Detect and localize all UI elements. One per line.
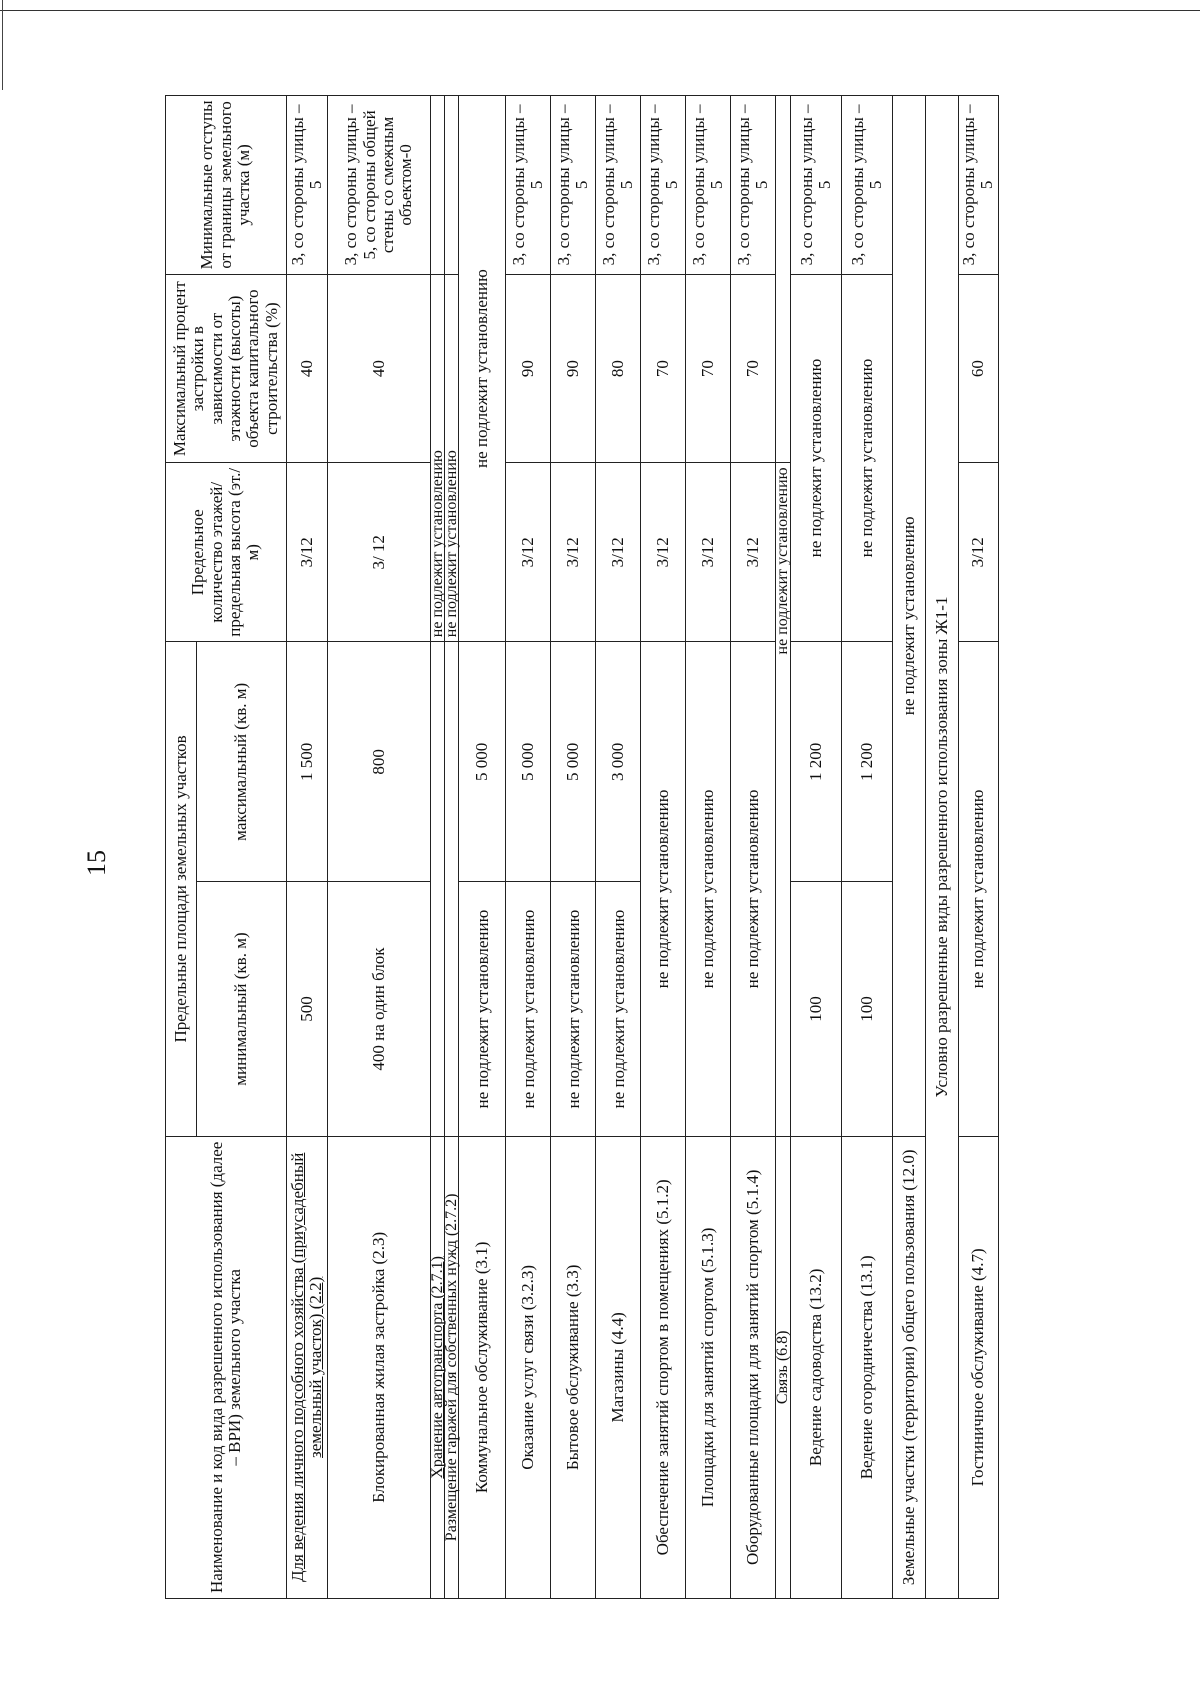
cell-min: 500: [287, 882, 328, 1136]
cell-percent: 70: [686, 274, 731, 463]
cell-min: 400 на один блок: [328, 882, 431, 1136]
table-row: [459, 96, 506, 1599]
cell-max: 800: [328, 642, 431, 882]
table-row: [791, 96, 842, 1599]
cell-offset: 3, со стороны улицы – 5: [959, 96, 999, 275]
header-area-group: Предельные площади земельных участков: [166, 642, 197, 1136]
table-row: [445, 96, 459, 1599]
header-name: Наименование и код вида разрешенного использования (далее – ВРИ) земельного участка: [166, 1136, 287, 1598]
table-row: [551, 96, 596, 1599]
table-row: [731, 96, 776, 1599]
cell-empty: [776, 96, 791, 463]
header-floors: Предельное количество этажей/ предельная высота (эт./м): [166, 463, 287, 642]
cell-name: Обеспечение занятий спортом в помещениях (5.1.2): [641, 1136, 686, 1598]
cell-area: не подлежит установлению: [959, 642, 999, 1136]
header-offset: Минимальные отступы от границы земельного участка (м): [166, 96, 287, 275]
cell-offset: 3, со стороны улицы – 5: [731, 96, 776, 275]
cell-offset: 3, со стороны улицы – 5: [596, 96, 641, 275]
header-area-max: максимальный (кв. м): [196, 642, 286, 882]
table-row: [686, 96, 731, 1599]
cell-offset: 3, со стороны улицы – 5: [287, 96, 328, 275]
cell-percent: 80: [596, 274, 641, 463]
cell-span: не подлежит установлению: [459, 96, 506, 642]
cell-name: Блокированная жилая застройка (2.3): [328, 1136, 431, 1598]
cell-name: Площадки для занятий спортом (5.1.3): [686, 1136, 731, 1598]
cell-name: Ведение огородничества (13.1): [842, 1136, 893, 1598]
cell-rest: не подлежит установлению: [791, 274, 842, 641]
table-row: [893, 96, 926, 1599]
header-area-min: минимальный (кв. м): [196, 882, 286, 1136]
cell-empty: [431, 96, 445, 275]
cell-span: не подлежит установлению: [893, 96, 926, 1137]
cell-max: 5 000: [551, 642, 596, 882]
cell-percent: 60: [959, 274, 999, 463]
cell-area: не подлежит установлению: [641, 642, 686, 1136]
page-number: 15: [82, 850, 111, 876]
cell-empty: [445, 642, 459, 1136]
cell-rest: не подлежит установлению: [842, 274, 893, 641]
cell-floors: 3/ 12: [328, 463, 431, 642]
table-row: [596, 96, 641, 1599]
section-heading: Условно разрешенные виды разрешенного использования зоны Ж1-1: [926, 96, 959, 1599]
cell-name: Ведение садоводства (13.2): [791, 1136, 842, 1598]
cell-name: Земельные участки (территории) общего пользования (12.0): [893, 1136, 926, 1598]
cell-percent: 90: [551, 274, 596, 463]
cell-max: 1 500: [287, 642, 328, 882]
rotated-table-wrapper: [165, 95, 1107, 1599]
cell-percent: 70: [641, 274, 686, 463]
cell-floors: 3/12: [641, 463, 686, 642]
cell-floors: 3/12: [596, 463, 641, 642]
cell-area: не подлежит установлению: [686, 642, 731, 1136]
table-row: [328, 96, 431, 1599]
cell-floors: 3/12: [686, 463, 731, 642]
table-row: [506, 96, 551, 1599]
cell-name: Бытовое обслуживание (3.3): [551, 1136, 596, 1598]
cell-min: не подлежит установлению: [596, 882, 641, 1136]
cell-floors: 3/12: [959, 463, 999, 642]
cell-empty: [431, 642, 445, 1136]
cell-floors: 3/12: [731, 463, 776, 642]
cell-offset: 3, со стороны улицы – 5, со стороны общей стены со смежным объектом-0: [328, 96, 431, 275]
cell-span: не подлежит установлению: [776, 463, 791, 1136]
cell-span: не подлежит установлению: [445, 274, 459, 641]
cell-name: Хранение автотранспорта (2.7.1): [431, 1136, 445, 1598]
cell-name: Магазины (4.4): [596, 1136, 641, 1598]
table-row: [776, 96, 791, 1599]
header-percent: Максимальный процент застройки в зависимости от этажности (высоты) объекта капитального строительства (%): [166, 274, 287, 463]
cell-floors: 3/12: [551, 463, 596, 642]
cell-area: не подлежит установлению: [731, 642, 776, 1136]
cell-min: не подлежит установлению: [551, 882, 596, 1136]
cell-span: не подлежит установлению: [431, 274, 445, 641]
cell-name: Гостиничное обслуживание (4.7): [959, 1136, 999, 1598]
table-row: [287, 96, 328, 1599]
cell-percent: 40: [287, 274, 328, 463]
cell-name: Коммунальное обслуживание (3.1): [459, 1136, 506, 1598]
cell-offset: 3, со стороны улицы – 5: [791, 96, 842, 275]
cell-min: не подлежит установлению: [506, 882, 551, 1136]
cell-min: 100: [842, 882, 893, 1136]
cell-percent: 40: [328, 274, 431, 463]
cell-offset: 3, со стороны улицы – 5: [641, 96, 686, 275]
cell-max: 3 000: [596, 642, 641, 882]
zoning-parameters-table: [165, 95, 999, 1599]
section-row: [926, 96, 959, 1599]
cell-percent: 90: [506, 274, 551, 463]
cell-offset: 3, со стороны улицы – 5: [506, 96, 551, 275]
cell-name: Оказание услуг связи (3.2.3): [506, 1136, 551, 1598]
cell-empty: [445, 96, 459, 275]
cell-offset: 3, со стороны улицы – 5: [842, 96, 893, 275]
cell-name: Размещение гаражей для собственных нужд (2.7.2): [445, 1136, 459, 1598]
cell-max: 1 200: [791, 642, 842, 882]
cell-max: 5 000: [459, 642, 506, 882]
cell-floors: 3/12: [287, 463, 328, 642]
cell-name: Для ведения личного подсобного хозяйства (приусадебный земельный участок) (2.2): [287, 1136, 328, 1598]
cell-floors: 3/12: [506, 463, 551, 642]
cell-offset: 3, со стороны улицы – 5: [551, 96, 596, 275]
table-row: [959, 96, 999, 1599]
cell-max: 5 000: [506, 642, 551, 882]
table-row: [641, 96, 686, 1599]
cell-min: не подлежит установлению: [459, 882, 506, 1136]
cell-offset: 3, со стороны улицы – 5: [686, 96, 731, 275]
scan-top-line: [0, 10, 1200, 11]
cell-percent: 70: [731, 274, 776, 463]
cell-max: 1 200: [842, 642, 893, 882]
cell-name: Оборудованные площадки для занятий спортом (5.1.4): [731, 1136, 776, 1598]
cell-min: 100: [791, 882, 842, 1136]
cell-name: Связь (6.8): [776, 1136, 791, 1598]
scan-edge-mark: [2, 0, 3, 90]
table-row: [842, 96, 893, 1599]
